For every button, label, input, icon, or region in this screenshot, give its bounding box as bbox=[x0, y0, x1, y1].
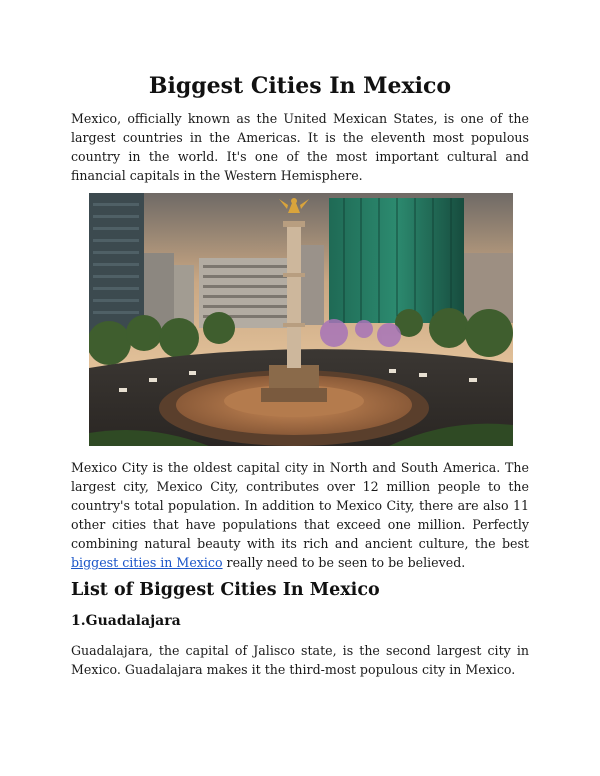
city-photo bbox=[89, 193, 513, 446]
guadalajara-paragraph: Guadalajara, the capital of Jalisco state, is the second largest city in Mexico. Guadalajara makes it the third-most populous city in Mexico. bbox=[71, 643, 529, 677]
paragraph-text: Mexico City is the oldest capital city in North and South America. The largest city, Mexico City, contributes over 12 million people to the country's total population. In addition to Mexico City, there are also 11 other cities that have populations that exceed one million. Perfectly combining natural beauty with its rich and ancient culture, the best bbox=[71, 460, 529, 551]
mexico-city-paragraph bbox=[71, 458, 529, 572]
subheading-guadalajara: 1.Guadalajara bbox=[71, 613, 181, 629]
intro-paragraph: Mexico, officially known as the United Mexican States, is one of the largest countries in the Americas. It is the eleventh most populous country in the world. It's one of the most important cultural and financial capitals in the Western Hemisphere. bbox=[71, 111, 529, 183]
page-title: Biggest Cities In Mexico bbox=[148, 73, 452, 99]
section-heading: List of Biggest Cities In Mexico bbox=[71, 580, 380, 600]
paragraph-text-end: really need to be seen to be believed. bbox=[222, 555, 466, 570]
biggest-cities-link[interactable]: biggest cities in Mexico bbox=[71, 555, 223, 570]
